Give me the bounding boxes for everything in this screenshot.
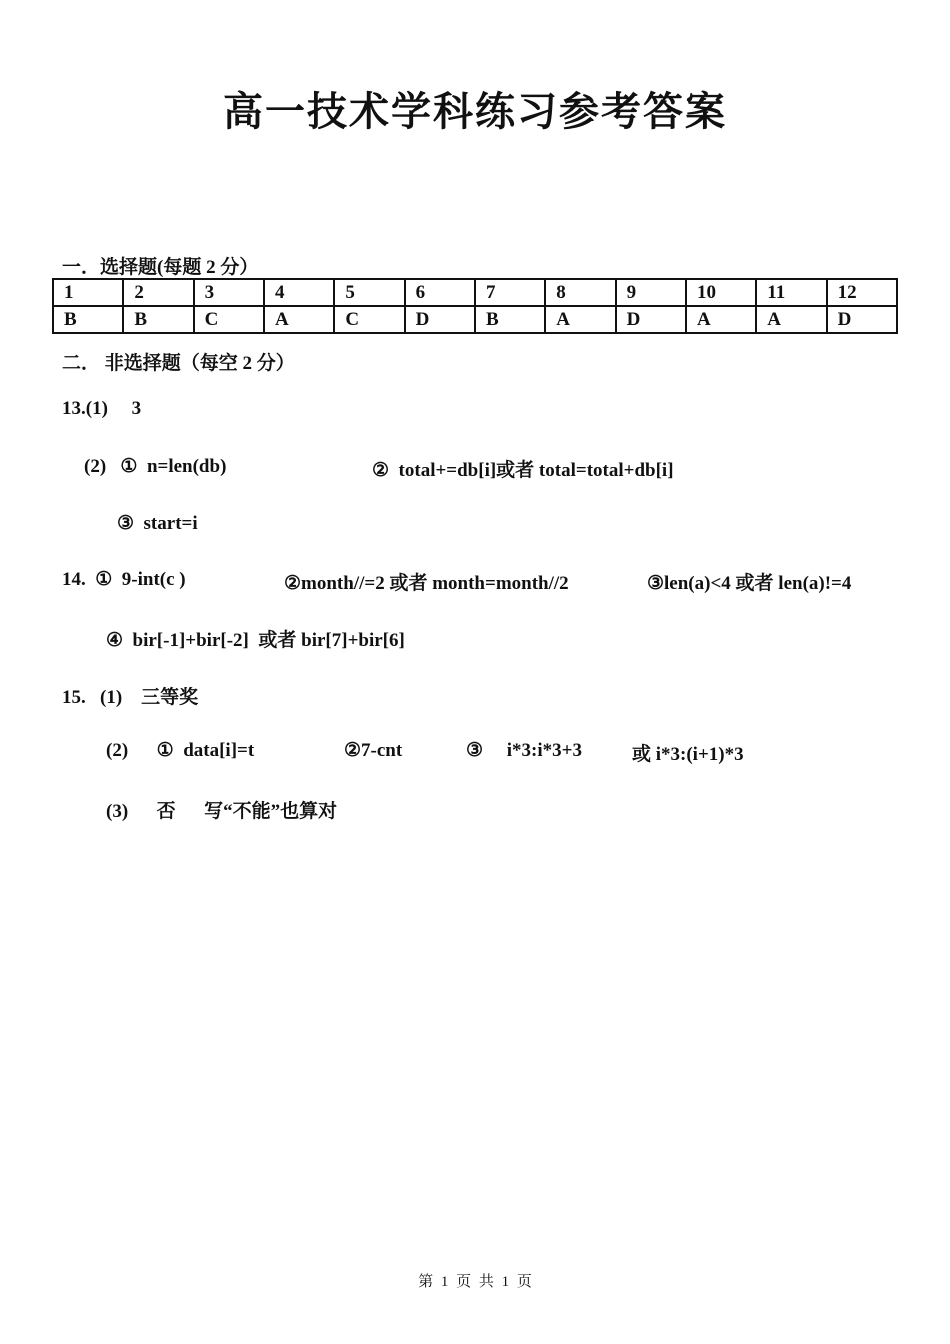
table-cell: 11 xyxy=(756,279,826,306)
table-cell: 9 xyxy=(616,279,686,306)
table-row-numbers xyxy=(53,279,897,306)
section-choice-heading: 一．选择题(每题 2 分） xyxy=(62,257,259,278)
table-cell: 12 xyxy=(827,279,897,306)
answer-q14-a: 14. ① 9-int(c ) xyxy=(62,569,186,590)
table-cell: D xyxy=(616,306,686,333)
table-cell: 5 xyxy=(334,279,404,306)
answer-q15-2-b: ②7-cnt xyxy=(344,740,403,761)
answer-q13-1: 13.(1) 3 xyxy=(62,398,142,419)
table-cell: 2 xyxy=(123,279,193,306)
table-row-answers xyxy=(53,306,897,333)
section-nonchoice-heading: 二． 非选择题（每空 2 分） xyxy=(62,353,295,374)
table-cell: 4 xyxy=(264,279,334,306)
table-cell: 1 xyxy=(53,279,123,306)
table-cell: A xyxy=(686,306,756,333)
answer-q14-c: ③len(a)<4 或者 len(a)!=4 xyxy=(647,573,852,594)
table-cell: B xyxy=(53,306,123,333)
answer-q13-2-c: ③ start=i xyxy=(117,513,198,534)
table-cell: 7 xyxy=(475,279,545,306)
table-cell: A xyxy=(545,306,615,333)
table-cell: 3 xyxy=(194,279,264,306)
table-cell: C xyxy=(194,306,264,333)
answer-q15-3: (3) 否 写“不能”也算对 xyxy=(106,801,338,822)
table-cell: B xyxy=(123,306,193,333)
page-title: 高一技术学科练习参考答案 xyxy=(223,89,727,134)
table-cell: D xyxy=(827,306,897,333)
table-cell: C xyxy=(334,306,404,333)
answer-q15-2-d: 或 i*3:(i+1)*3 xyxy=(632,744,744,765)
answer-q14-d: ④ bir[-1]+bir[-2] 或者 bir[7]+bir[6] xyxy=(106,630,405,651)
answer-q15-2-c: ③ i*3:i*3+3 xyxy=(466,740,582,761)
answer-q15-2-a: (2) ① data[i]=t xyxy=(106,740,255,761)
table-cell: 6 xyxy=(405,279,475,306)
page-footer: 第 1 页 共 1 页 xyxy=(418,1274,532,1290)
answer-q15-1: 15. (1) 三等奖 xyxy=(62,687,199,708)
table-cell: 10 xyxy=(686,279,756,306)
table-cell: 8 xyxy=(545,279,615,306)
table-cell: A xyxy=(756,306,826,333)
answer-q13-2-a: (2) ① n=len(db) xyxy=(84,456,227,477)
table-cell: D xyxy=(405,306,475,333)
table-cell: A xyxy=(264,306,334,333)
answer-q13-2-b: ② total+=db[i]或者 total=total+db[i] xyxy=(372,460,674,481)
answer-q14-b: ②month//=2 或者 month=month//2 xyxy=(284,573,569,594)
choice-answer-table xyxy=(52,278,898,334)
table-cell: B xyxy=(475,306,545,333)
